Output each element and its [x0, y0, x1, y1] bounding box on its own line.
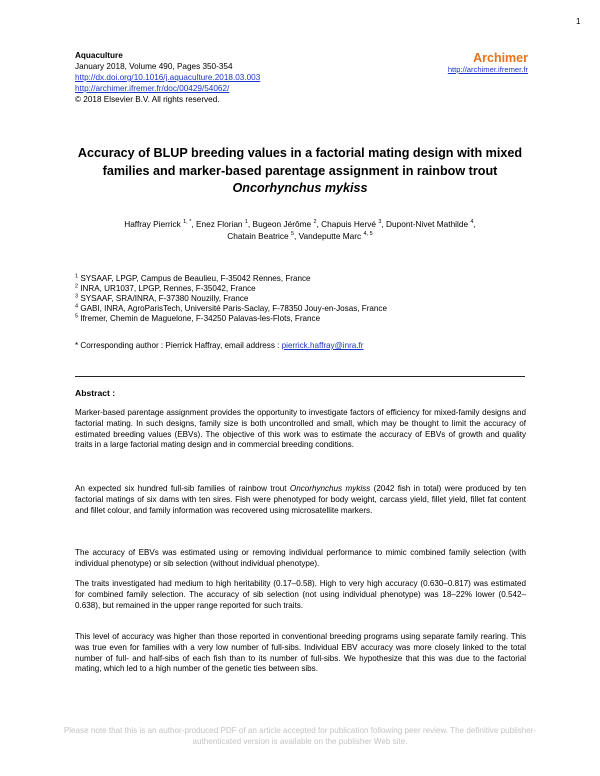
email-link[interactable]: pierrick.haffray@inra.fr	[281, 341, 364, 350]
archimer-link[interactable]: http://archimer.ifremer.fr	[447, 65, 528, 74]
affiliation: $^2$ INRA, UR1037, LPGP, Rennes, F-35042, France	[75, 283, 256, 293]
author-list: Haffray Pierrick $^{1, *}$, Enez Florian $^1$, Bugeon Jérôme $^2$, Chapuis Hervé $^3$, Dupont-Nivet Mathilde $^4$, Chatain Beatrice $^5$, Vandeputte Marc $^{4, 5}$	[124, 219, 476, 241]
paper-title	[60, 145, 540, 198]
archimer-logo: Archimer	[473, 51, 528, 65]
copyright: © 2018 Elsevier B.V. All rights reserved.	[75, 95, 220, 104]
author: Chapuis Hervé	[321, 219, 377, 229]
abstract-paragraph-1: Marker-based parentage assignment provides the opportunity to investigate factors of efficiency for mixed-family designs and factorial mating. In such designs, family size is both uncontrolled and small, which may be thought to limit the accuracy of estimated breeding values (EBVs). The objective of this work was to estimate the accuracy of EBVs of growth and quality traits in a large factorial mating design and in commercial breeding conditions.	[75, 408, 526, 450]
author: Bugeon Jérôme	[252, 219, 312, 229]
affiliation: $^1$ SYSAAF, LPGP, Campus de Beaulieu, F-35042 Rennes, France	[75, 273, 311, 283]
archimer-header	[380, 51, 528, 75]
author: Vandeputte Marc	[298, 231, 362, 241]
journal-header	[75, 50, 375, 105]
author: Dupont-Nivet Mathilde	[386, 219, 469, 229]
doi-link[interactable]: http://dx.doi.org/10.1016/j.aquaculture.2018.03.003	[75, 73, 261, 82]
affiliation: $^4$ GABI, INRA, AgroParisTech, Université Paris-Saclay, F-78350 Jouy-en-Josas, France	[75, 303, 387, 313]
abstract-heading: Abstract :	[75, 388, 116, 398]
affiliations	[75, 274, 535, 324]
author: Enez Florian	[195, 219, 243, 229]
author: Haffray Pierrick	[124, 219, 181, 229]
journal-issue: January 2018, Volume 490, Pages 350-354	[75, 62, 233, 71]
title-main: Accuracy of BLUP breeding values in a factorial mating design with mixed families and marker-based parentage assignment in rainbow trout	[77, 146, 523, 178]
corresponding-author: * Corresponding author : Pierrick Haffray, email address : pierrick.haffray@inra.fr	[75, 341, 364, 350]
abstract-paragraph-2: An expected six hundred full-sib families of rainbow trout Oncorhynchus mykiss (2042 fish in total) were produced by ten factorial matings of six dams with ten sires. Fish were phenotyped for body weight, carcass yield, fillet yield, fillet fat content and fillet colour, and family information was recovered using microsatellite markers.	[75, 484, 526, 515]
abstract-paragraph-4: The traits investigated had medium to high heritability (0.17–0.58). High to very high accuracy (0.630–0.817) was estimated for combined family selection. The accuracy of sib selection (not using individual phenotype) was 18–22% lower (0.542–0.638), but remained in the upper range reported for such traits.	[75, 579, 526, 610]
abstract-paragraph-3: The accuracy of EBVs was estimated using or removing individual performance to mimic combined family selection (with individual phenotype) or sib selection (without individual phenotype).	[75, 548, 526, 568]
title-species: Oncorhynchus mykiss	[232, 181, 368, 195]
affiliation: $^5$ Ifremer, Chemin de Maguelone, F-34250 Palavas-les-Flots, France	[75, 313, 321, 323]
disclaimer-note: Please note that this is an author-produced PDF of an article accepted for publication following peer review. The definitive publisher-authenticated version is available on the publisher Web site.	[63, 726, 537, 746]
abstract-paragraph-5: This level of accuracy was higher than those reported in conventional breeding programs using separate family rearing. This was true even for families with a very low number of full-sibs. Individual EBV accuracy was more closely linked to the total number of full- and half-sibs of each fish than to its number of full-sibs. We hypothesize that this was due to the factorial mating, which led to a high number of the genetic ties between sibs.	[75, 632, 526, 674]
journal-name: Aquaculture	[75, 51, 123, 60]
archive-link[interactable]: http://archimer.ifremer.fr/doc/00429/54062/	[75, 84, 230, 93]
divider	[75, 376, 525, 377]
page-number: 1	[576, 17, 581, 26]
affiliation: $^3$ SYSAAF, SRA/INRA, F-37380 Nouzilly, France	[75, 293, 249, 303]
author: Chatain Beatrice	[227, 231, 289, 241]
